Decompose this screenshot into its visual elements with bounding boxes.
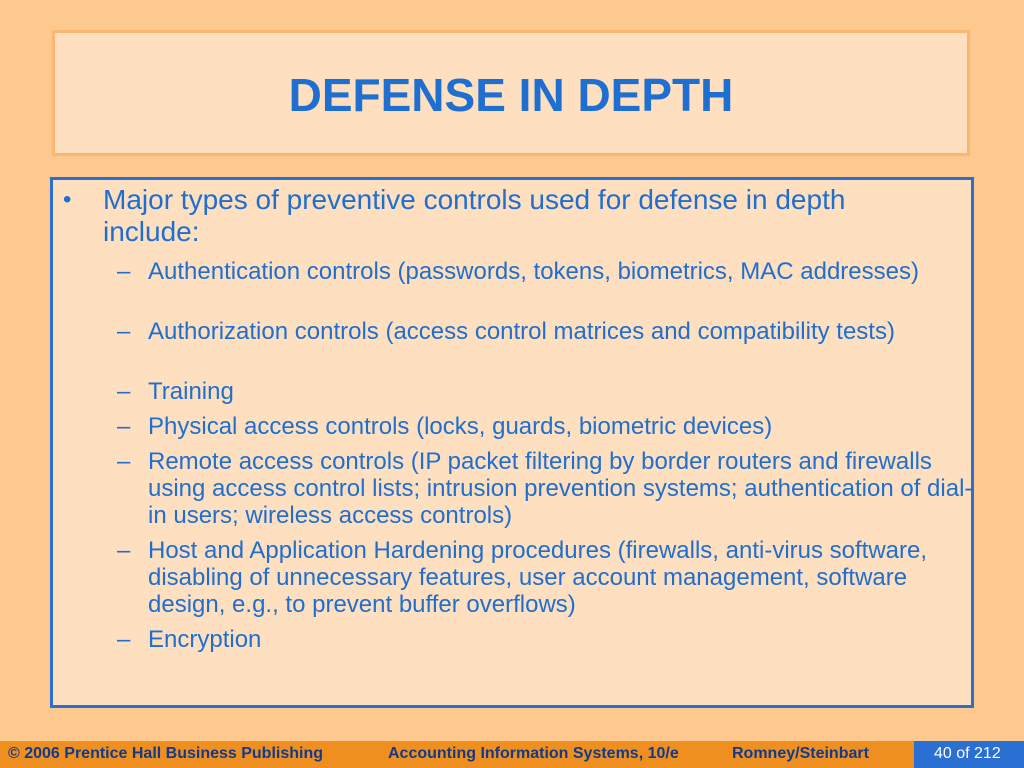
sub-item-text: Authorization controls (access control matrices and compatibility tests) [148,318,895,345]
sub-item-text: Host and Application Hardening procedures (firewalls, anti-virus software, disabling of unnecessary features, user account management, software design, e.g., to prevent buffer overflows) [148,537,928,618]
page-number-box [914,741,1024,768]
dash-marker: – [117,378,131,405]
footer-copyright: © 2006 Prentice Hall Business Publishing [8,745,324,762]
dash-marker: – [117,626,131,653]
content-box [50,177,974,708]
footer-book-title: Accounting Information Systems, 10/e [388,745,679,762]
bullet-marker: • [63,186,72,213]
sub-item-text: Authentication controls (passwords, tokens, biometrics, MAC addresses) [148,258,919,285]
sub-item-text: Training [148,378,234,405]
footer-authors: Romney/Steinbart [732,745,869,762]
dash-marker: – [117,258,131,285]
main-bullet-text: Major types of preventive controls used for defense in depth include: [103,184,846,247]
dash-marker: – [117,413,131,440]
page-number: 40 of 212 [934,745,1001,762]
sub-item-text: Physical access controls (locks, guards, biometric devices) [148,413,773,440]
dash-marker: – [117,318,131,345]
title-box [52,30,970,156]
sub-item-text: Encryption [148,626,262,653]
sub-item-text: Remote access controls (IP packet filtering by border routers and firewalls using access control lists; intrusion prevention systems; authentication of dial-in users; wireless access controls) [148,448,973,529]
slide-title: DEFENSE IN DEPTH [288,69,734,121]
dash-marker: – [117,537,131,564]
dash-marker: – [117,448,131,475]
footer-bar [0,741,1024,768]
